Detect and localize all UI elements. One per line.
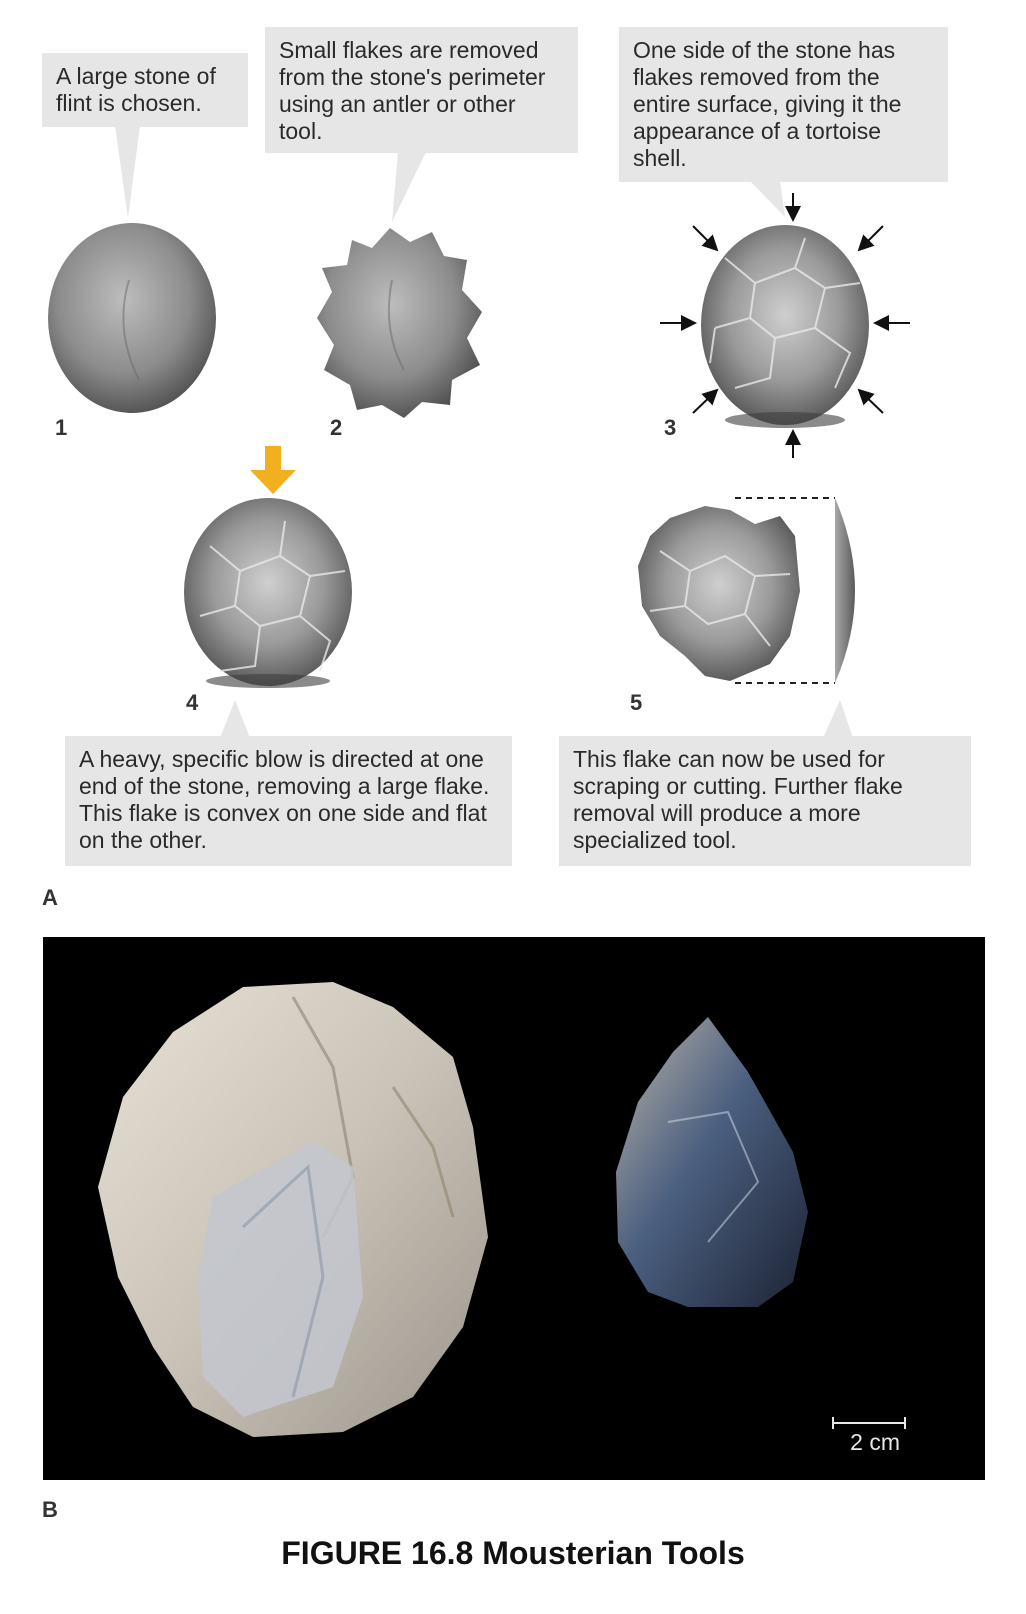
callout-step-4 [65,736,512,866]
callout-step-3-text: One side of the stone has flakes removed from the entire surface, giving it the appearance of a tortoise shell. [633,37,902,171]
stone-step-1 [44,220,224,420]
figure-caption: FIGURE 16.8 Mousterian Tools [281,1535,745,1571]
callout-step-2-text: Small flakes are removed from the stone's perimeter using an antler or other tool. [279,37,546,144]
small-blue-flint-point-photo [608,1012,818,1312]
stone-step-4 [180,496,360,696]
callout-step-2 [265,27,578,153]
callout-step-1-text: A large stone of flint is chosen. [56,63,216,116]
callout-step-5-pointer [818,700,858,740]
panel-label-a: A [42,885,58,910]
step-number-3: 3 [664,415,677,440]
callout-step-5 [559,736,971,866]
step-number-2: 2 [330,415,343,440]
step-number-1: 1 [55,415,68,440]
panel-label-b: B [42,1497,58,1522]
callout-step-5-text: This flake can now be used for scraping or cutting. Further flake removal will produce a more specialized tool. [573,746,903,853]
callout-step-1-pointer [110,126,150,221]
callout-step-4-text: A heavy, specific blow is directed at one end of the stone, removing a large flake. This flake is convex on one side and flat on the other. [79,746,490,853]
photo-panel-b [43,937,985,1480]
callout-step-1 [42,53,248,127]
step-number-5: 5 [630,690,643,715]
scale-bar-label: 2 cm [850,1429,900,1455]
stone-step-5 [630,496,880,696]
blow-arrow-icon [248,446,298,496]
callout-step-2-pointer [390,152,430,224]
stone-step-3 [655,188,915,463]
step-number-4: 4 [186,690,199,715]
large-flint-core-photo [93,977,503,1447]
stone-step-2 [312,220,487,420]
callout-step-3 [619,27,948,182]
scale-bar [831,1416,907,1430]
callout-step-4-pointer [215,700,255,740]
